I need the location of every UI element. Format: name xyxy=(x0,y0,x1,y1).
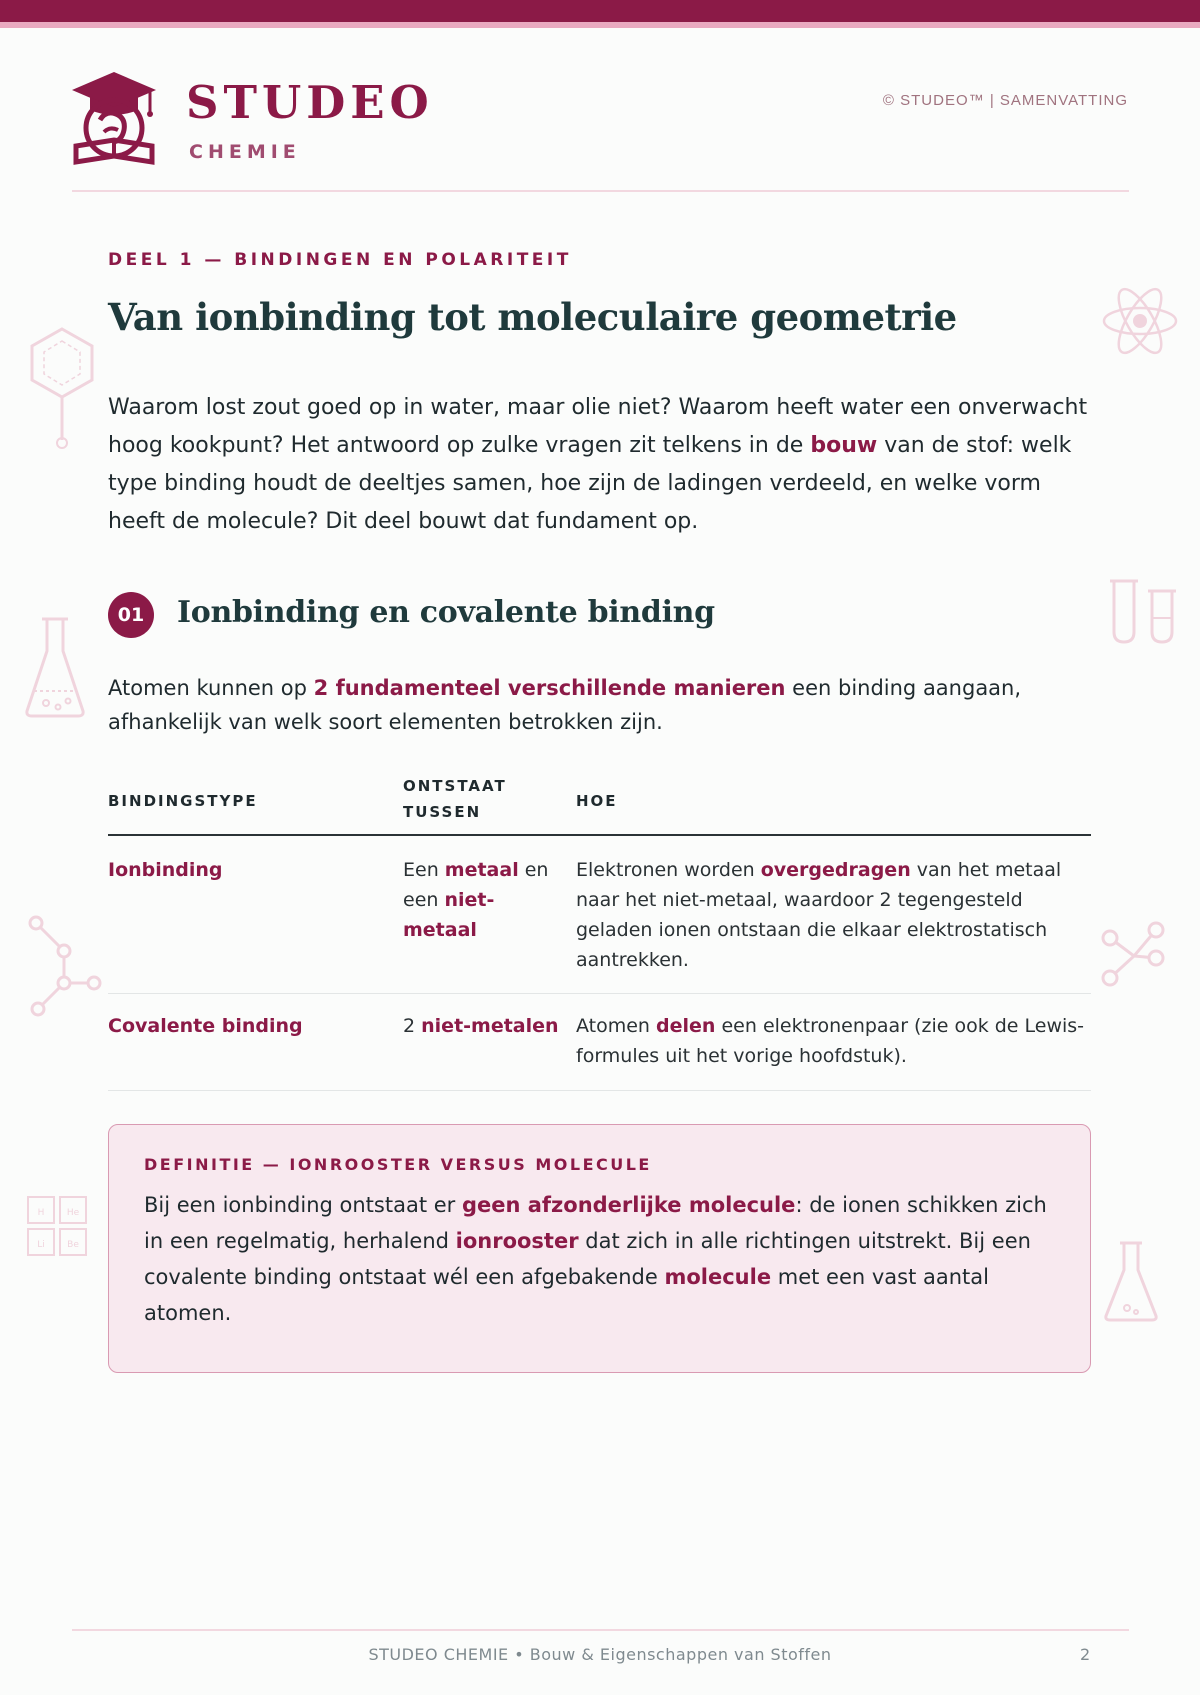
subsection-title: Ionbinding en covalente binding xyxy=(177,595,715,630)
erlenmeyer-icon xyxy=(1103,1240,1159,1324)
table-row-divider xyxy=(108,993,1091,994)
brand-subject: CHEMIE xyxy=(189,141,301,163)
table-row-covalent-how: Atomen delen een elektronenpaar (zie ook de Lewis-formules uit het vorige hoofdstuk). xyxy=(576,1015,1085,1067)
copyright-note: © STUDEO™ | SAMENVATTING xyxy=(882,92,1128,109)
table-row-covalent-between: 2 niet-metalen xyxy=(403,1015,559,1037)
test-tubes-icon xyxy=(1108,578,1178,646)
molecule-graph-icon xyxy=(1100,918,1166,988)
highlight-bouw: bouw xyxy=(810,433,878,458)
subsection-number-badge: 01 xyxy=(108,592,154,638)
subsection-paragraph: Atomen kunnen op 2 fundamenteel verschillende manieren een binding aangaan, afhankelijk van welk soort elementen betrokken zijn. xyxy=(108,676,1022,734)
brand-name: STUDEO xyxy=(186,76,434,129)
intro-paragraph: Waarom lost zout goed op in water, maar olie niet? Waarom heeft water een onverwacht hoog kookpunt? Het antwoord op zulke vragen zit telkens in de bouw van de stof: welk type binding houdt de deeltjes samen, hoe zijn de ladingen verdeeld, en welke vorm heeft de molecule? Dit deel bouwt dat fundament op. xyxy=(108,395,1088,534)
tile-li: Li xyxy=(37,1240,45,1250)
top-accent-bar xyxy=(0,0,1200,22)
table-row-ionbinding-how: Elektronen worden overgedragen van het metaal naar het niet-metaal, waardoor 2 tegengesteld geladen ionen ontstaan die elkaar elektrostatisch aantrekken. xyxy=(576,859,1062,971)
table-header-type: BINDINGSTYPE xyxy=(108,792,258,810)
table-header-how: HOE xyxy=(576,792,618,810)
table-row-divider xyxy=(108,1090,1091,1091)
flask-icon xyxy=(24,615,86,720)
table-row-ionbinding-between: Een metaal en een niet-metaal xyxy=(403,859,549,941)
studeo-logo-icon xyxy=(70,70,158,166)
footer-text: STUDEO CHEMIE • Bouw & Eigenschappen van Stoffen xyxy=(368,1645,832,1664)
footer-divider xyxy=(72,1629,1129,1631)
page-number: 2 xyxy=(1080,1645,1091,1664)
hexagon-molecule-icon xyxy=(28,325,96,450)
definition-box xyxy=(108,1124,1091,1373)
table-row-ionbinding-type: Ionbinding xyxy=(108,859,223,881)
table-row-covalent-type: Covalente binding xyxy=(108,1015,303,1037)
tile-be: Be xyxy=(67,1240,79,1250)
definition-text: Bij een ionbinding ontstaat er geen afzonderlijke molecule: de ionen schikken zich in een regelmatig, herhalend ionrooster dat zich in alle richtingen uitstrekt. Bij een covalente binding ontstaat wél een afgebakende molecule met een vast aantal atomen. xyxy=(144,1193,1047,1325)
highlight-manieren: 2 fundamenteel verschillende manieren xyxy=(313,676,786,700)
top-accent-line xyxy=(0,22,1200,28)
tile-he: He xyxy=(66,1208,80,1218)
tile-h: H xyxy=(37,1208,45,1218)
atom-icon xyxy=(1100,285,1180,357)
definition-title: DEFINITIE — IONROOSTER VERSUS MOLECULE xyxy=(144,1155,652,1174)
periodic-tiles-icon xyxy=(26,1195,88,1257)
section-kicker: DEEL 1 — BINDINGEN EN POLARITEIT xyxy=(108,250,572,270)
molecule-graph-icon xyxy=(28,913,104,1019)
page-title: Van ionbinding tot moleculaire geometrie xyxy=(108,295,957,339)
table-header-rule xyxy=(108,834,1091,836)
table-header-between: ONTSTAAT TUSSEN xyxy=(403,777,507,821)
header-divider xyxy=(72,190,1129,192)
